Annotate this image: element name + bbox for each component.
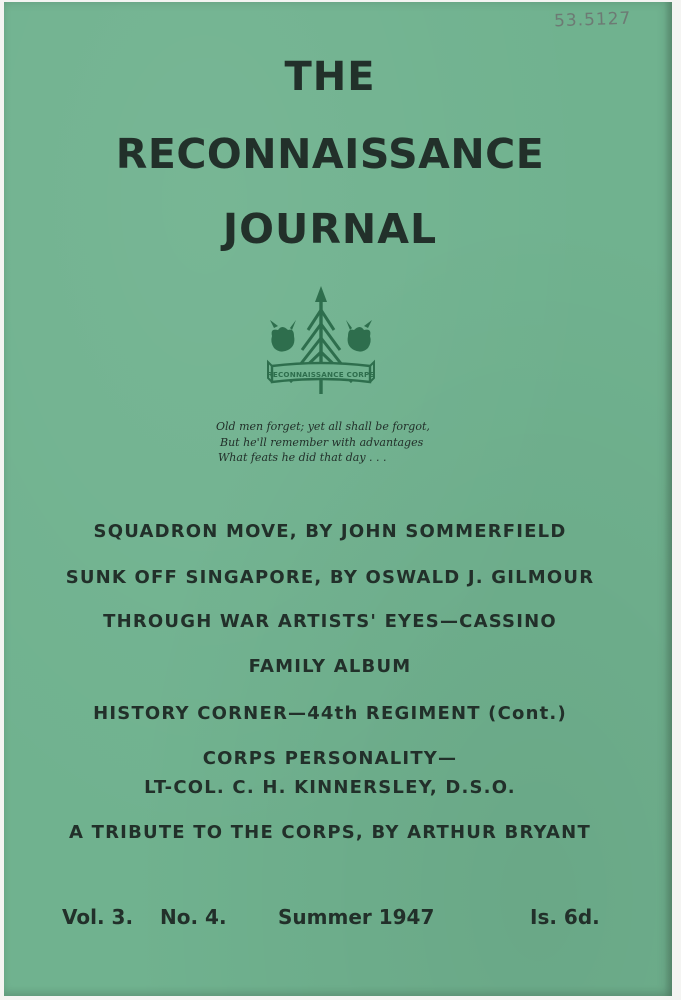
badge-scroll-label: RECONNAISSANCE CORPS [267,370,375,379]
title-line-2: RECONNAISSANCE [115,130,545,178]
contents-item-5: HISTORY CORNER—44th REGIMENT (Cont.) [93,703,567,724]
quote-line-3: What feats he did that day . . . [218,451,387,464]
footer-issue-date: Summer 1947 [278,905,435,929]
journal-cover [4,2,672,996]
cover-edge-shadow [664,2,672,996]
footer-volume: Vol. 3. [62,905,134,929]
contents-item-4: FAMILY ALBUM [248,656,412,677]
contents-item-3: THROUGH WAR ARTISTS' EYES—CASSINO [103,611,557,632]
contents-item-1: SQUADRON MOVE, BY JOHN SOMMERFIELD [93,521,567,542]
contents-item-8: A TRIBUTE TO THE CORPS, BY ARTHUR BRYANT [69,822,591,843]
contents-item-7: LT-COL. C. H. KINNERSLEY, D.S.O. [144,777,516,798]
reconnaissance-corps-badge-icon [266,284,376,404]
contents-item-2: SUNK OFF SINGAPORE, BY OSWALD J. GILMOUR [65,567,595,588]
epigraph-quote [216,419,456,466]
contents-item-6: CORPS PERSONALITY— [202,748,458,769]
title-line-1: THE [284,54,376,100]
footer-number: No. 4. [160,905,227,929]
title-line-3: JOURNAL [222,205,438,253]
footer-price: Is. 6d. [530,905,600,929]
quote-line-2: But he'll remember with advantages [220,435,424,449]
quote-line-1: Old men forget; yet all shall be forgot, [216,420,430,433]
pencil-catalog-note: 53.5127 [553,8,632,32]
